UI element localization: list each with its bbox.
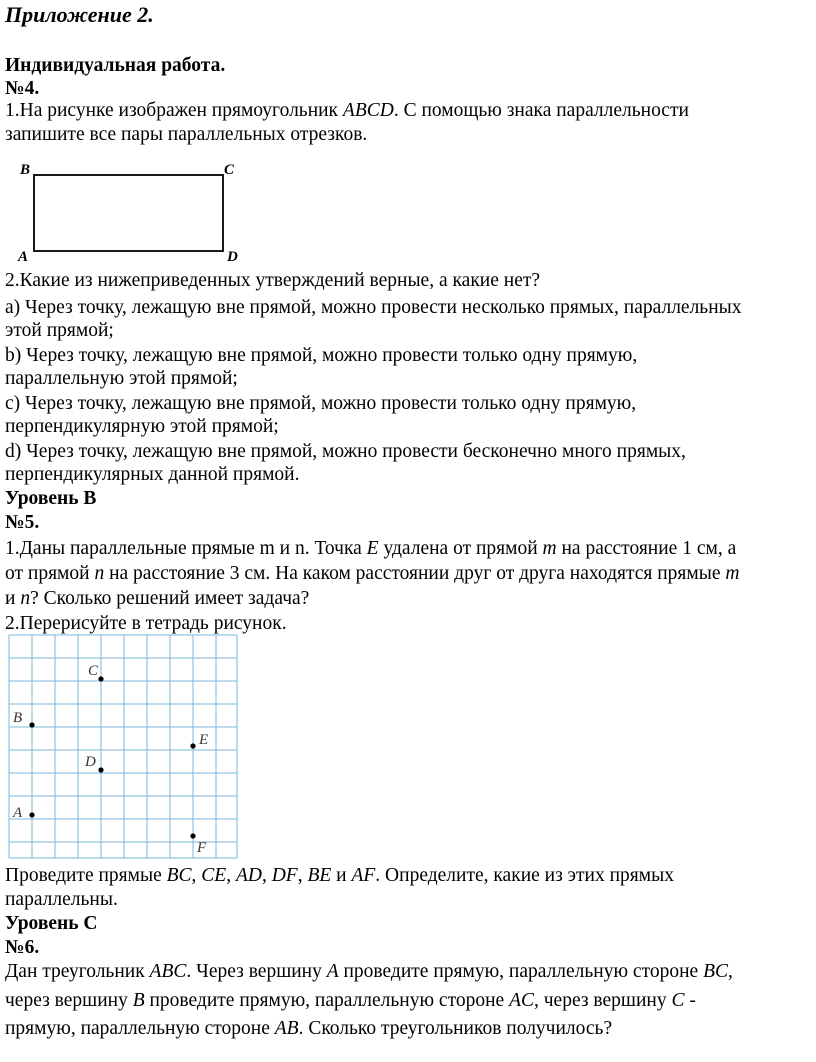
level-c-heading: Уровень С <box>5 913 98 934</box>
task4-number: №4. <box>5 78 40 99</box>
rectangle-abcd <box>34 175 223 251</box>
point-a <box>29 812 34 817</box>
grid-figure <box>8 634 240 862</box>
grid-label-c: C <box>88 663 99 679</box>
task5-question1-line3: и n? Сколько решений имеет задача? <box>5 588 310 609</box>
point-d <box>98 767 103 772</box>
task5-number: №5. <box>5 512 40 533</box>
task5-draw-line2: параллельны. <box>5 889 118 910</box>
point-c <box>98 676 103 681</box>
task6-line1: Дан треугольник ABC. Через вершину A проведите прямую, параллельную стороне BC, <box>5 961 733 982</box>
task4-question1: 1.На рисунке изображен прямоугольник ABCD. С помощью знака параллельности <box>5 100 689 121</box>
statement-b: b) Через точку, лежащую вне прямой, можно провести только одну прямую, параллельную этой прямой; <box>5 345 638 389</box>
page-title: Приложение 2. <box>5 2 154 27</box>
statement-c: c) Через точку, лежащую вне прямой, можно провести только одну прямую, перпендикулярную этой прямой; <box>5 393 637 437</box>
grid-label-d: D <box>85 754 96 770</box>
rect-label-d: D <box>227 249 238 265</box>
rect-label-b: B <box>20 162 31 178</box>
grid-label-f: F <box>197 840 207 856</box>
grid-label-e: E <box>199 732 209 748</box>
rect-label-c: C <box>224 162 235 178</box>
task6-number: №6. <box>5 937 40 958</box>
task6-line2: через вершину B проведите прямую, параллельную стороне AC, через вершину C - <box>5 990 696 1011</box>
task6-line3: прямую, параллельную стороне AB. Сколько треугольников получилось? <box>5 1018 613 1039</box>
grid-label-a: A <box>13 805 23 821</box>
task4-question2: 2.Какие из нижеприведенных утверждений верные, а какие нет? <box>5 270 541 291</box>
point-b <box>29 722 34 727</box>
statement-d: d) Через точку, лежащую вне прямой, можно провести бесконечно много прямых, перпендикулярных данной прямой. <box>5 441 686 485</box>
grid-label-b: B <box>13 710 23 726</box>
point-f <box>190 833 195 838</box>
rect-label-a: A <box>18 249 29 265</box>
statement-a: a) Через точку, лежащую вне прямой, можно провести несколько прямых, параллельных этой прямой; <box>5 297 742 341</box>
task5-question2: 2.Перерисуйте в тетрадь рисунок. <box>5 613 287 634</box>
var-abcd: ABCD <box>342 100 394 121</box>
rectangle-abcd-figure <box>10 156 250 268</box>
task4-question1-line2: запишите все пары параллельных отрезков. <box>5 124 368 145</box>
task5-draw-line1: Проведите прямые BC, CE, AD, DF, BE и AF. Определите, какие из этих прямых <box>5 865 674 886</box>
task5-question1-line2: от прямой n на расстояние 3 см. На каком расстоянии друг от друга находятся прямые m <box>5 563 740 584</box>
level-b-heading: Уровень В <box>5 488 97 509</box>
section-heading: Индивидуальная работа. <box>5 55 226 76</box>
point-e <box>190 743 195 748</box>
task5-question1-line1: 1.Даны параллельные прямые m и n. Точка E удалена от прямой m на расстояние 1 см, а <box>5 538 737 559</box>
